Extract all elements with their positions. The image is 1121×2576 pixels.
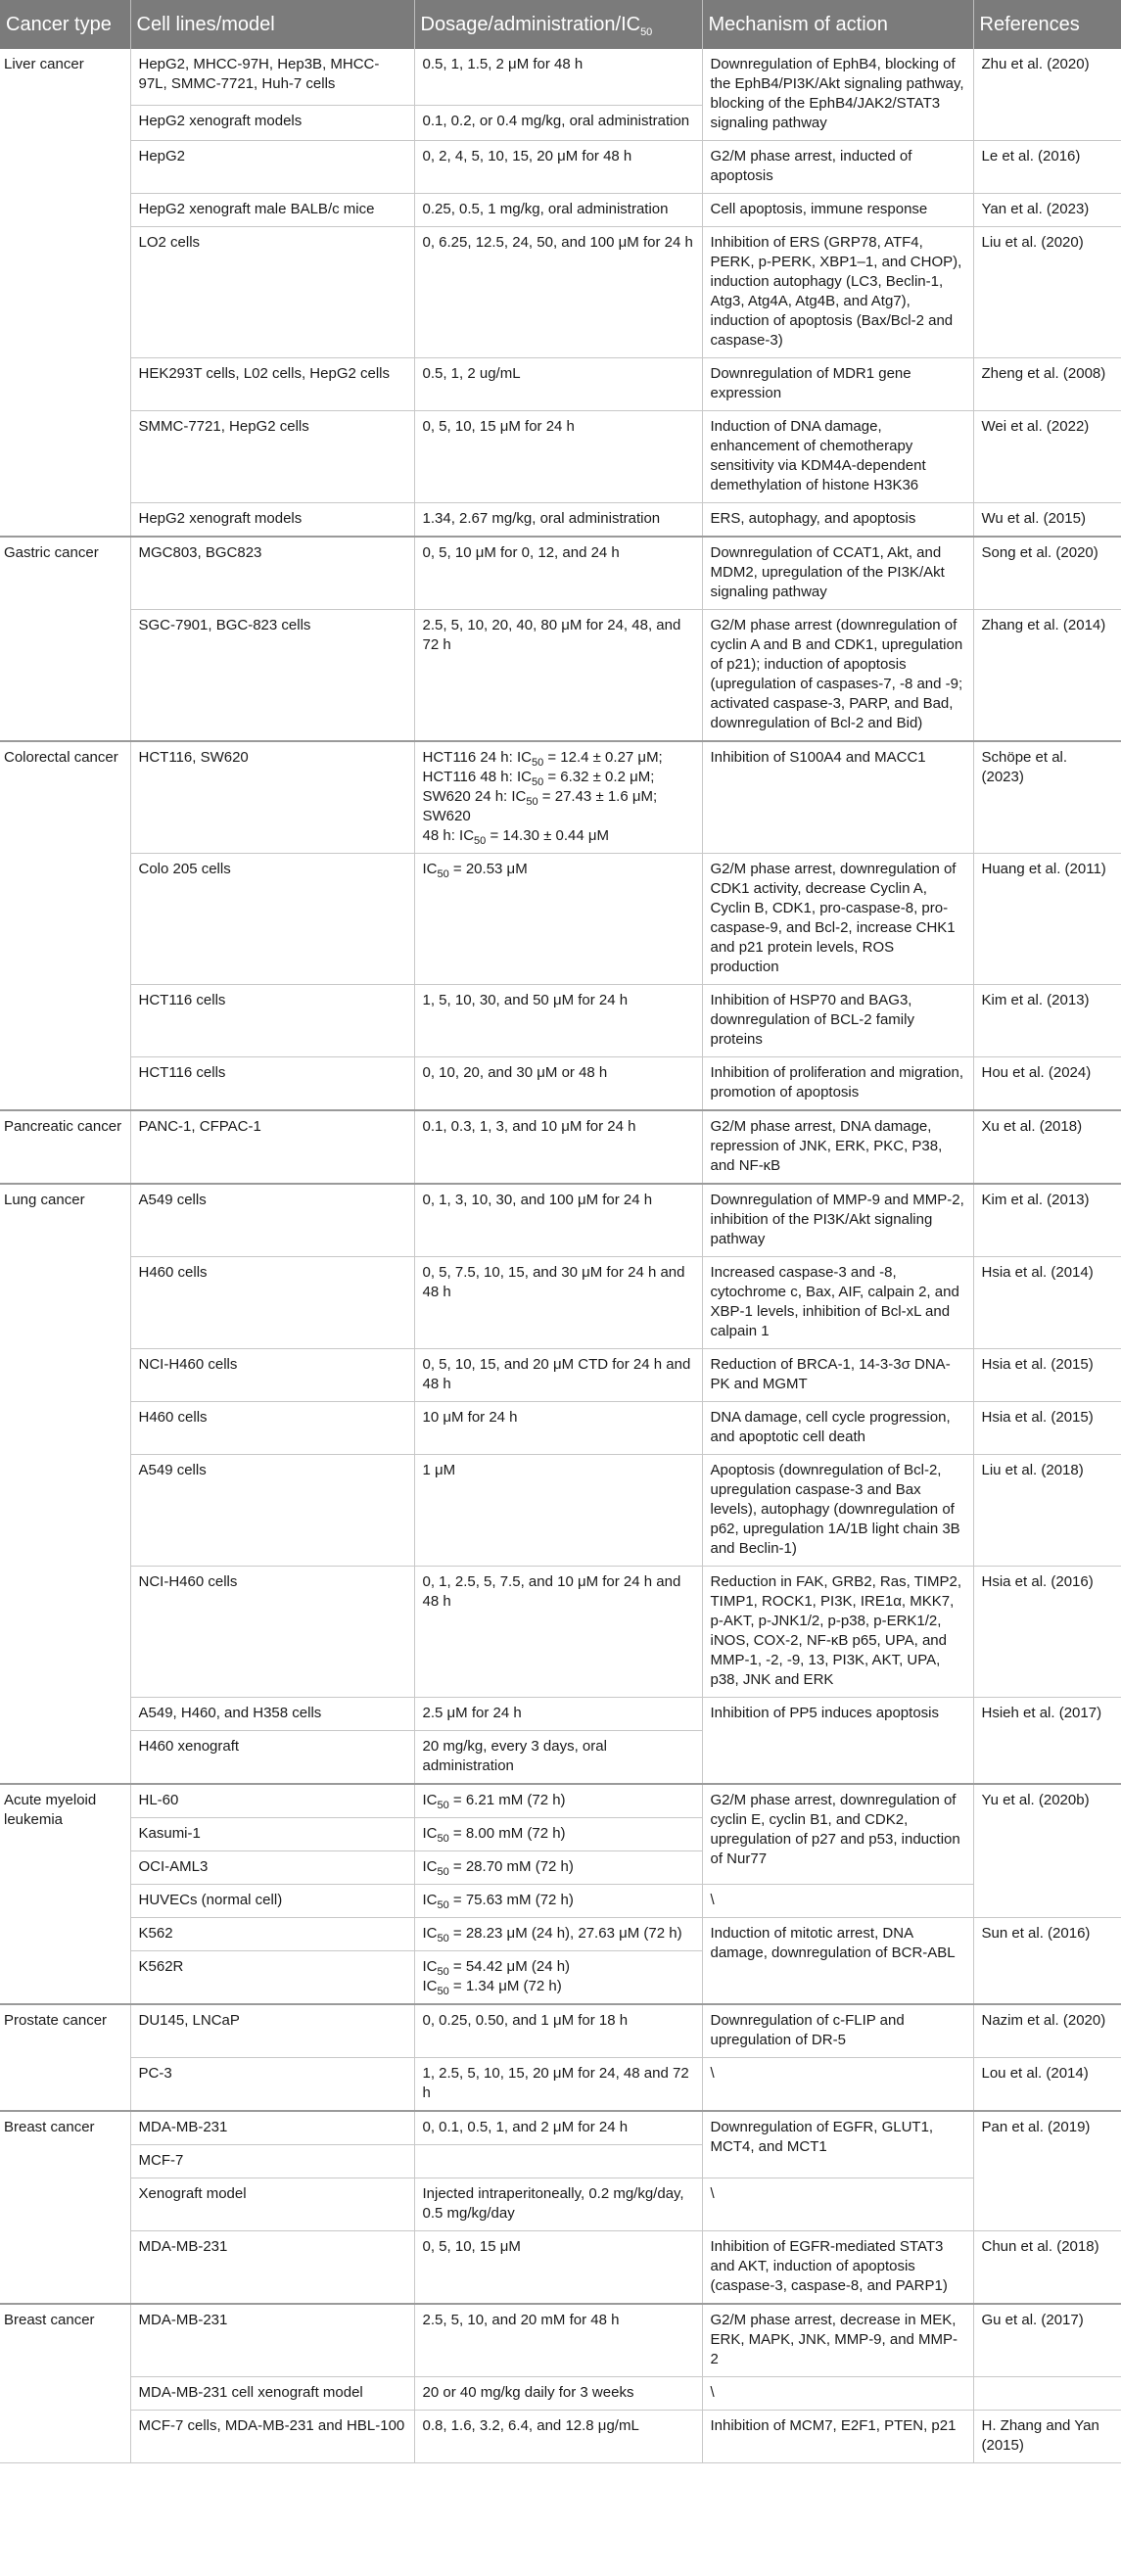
dosage-cell: 0.1, 0.2, or 0.4 mg/kg, oral administration: [414, 105, 702, 140]
mechanism-cell: DNA damage, cell cycle progression, and apoptotic cell death: [702, 1402, 973, 1455]
table-row: [0, 227, 1121, 358]
reference-cell: Wu et al. (2015): [973, 503, 1121, 538]
reference-cell: Chun et al. (2018): [973, 2231, 1121, 2305]
mechanism-cell: \: [702, 2377, 973, 2411]
dosage-line: $IC_{50} = 54.42$ μM (24 h): [422, 1958, 571, 1978]
dosage-cell: 0, 5, 10 μM for 0, 12, and 24 h: [414, 537, 702, 610]
mechanism-cell: Induction of DNA damage, enhancement of chemotherapy sensitivity via KDM4A-dependent demethylation of histone H3K36: [702, 411, 973, 503]
table-row: [0, 1567, 1121, 1698]
dosage-cell: 1, 2.5, 5, 10, 15, 20 μM for 24, 48 and 72 h: [414, 2058, 702, 2112]
cell-line-cell: Colo 205 cells: [130, 854, 414, 985]
mechanism-cell: Inhibition of PP5 induces apoptosis: [702, 1698, 973, 1785]
dosage-cell: [414, 1951, 702, 2005]
table-row: [0, 2377, 1121, 2411]
reference-cell: Yan et al. (2023): [973, 194, 1121, 227]
cell-line-cell: DU145, LNCaP: [130, 2004, 414, 2058]
cell-line-cell: K562R: [130, 1951, 414, 2005]
header-mechanism: Mechanism of action: [702, 0, 973, 49]
reference-cell: Kim et al. (2013): [973, 1184, 1121, 1257]
cell-line-cell: HepG2 xenograft models: [130, 503, 414, 538]
cell-line-cell: HepG2 xenograft models: [130, 105, 414, 140]
table-row: [0, 1110, 1121, 1184]
cancer-type-cell: Breast cancer: [0, 2111, 130, 2304]
reference-cell: Hsia et al. (2015): [973, 1402, 1121, 1455]
table-row: [0, 2411, 1121, 2463]
mechanism-cell: Downregulation of EphB4, blocking of the EphB4/PI3K/Akt signaling pathway, blocking of the EphB4/JAK2/STAT3 signaling pathway: [702, 49, 973, 141]
reference-cell: Hsia et al. (2014): [973, 1257, 1121, 1349]
dosage-line: HCT116 24 h: $IC_{50} = 12.4 \pm 0.27$ μM;: [422, 749, 663, 769]
table-row: [0, 358, 1121, 411]
table-row: [0, 1184, 1121, 1257]
table-row: [0, 741, 1121, 854]
dosage-cell: 0, 2, 4, 5, 10, 15, 20 μM for 48 h: [414, 141, 702, 194]
dosage-cell: Injected intraperitoneally, 0.2 mg/kg/day, 0.5 mg/kg/day: [414, 2178, 702, 2231]
dosage-cell: $IC_{50} = 75.63$ mM (72 h): [414, 1885, 702, 1918]
reference-cell: Xu et al. (2018): [973, 1110, 1121, 1184]
dosage-cell: 0.1, 0.3, 1, 3, and 10 μM for 24 h: [414, 1110, 702, 1184]
cell-line-cell: HepG2 xenograft male BALB/c mice: [130, 194, 414, 227]
cell-line-cell: HCT116 cells: [130, 985, 414, 1057]
dosage-cell: 0, 0.25, 0.50, and 1 μM for 18 h: [414, 2004, 702, 2058]
mechanism-cell: G2/M phase arrest, downregulation of CDK1 activity, decrease Cyclin A, Cyclin B, CDK1, pro-caspase-8, pro-caspase-9, and Bcl-2, increase CHK1 and p21 protein levels, ROS production: [702, 854, 973, 985]
dosage-cell: 1.34, 2.67 mg/kg, oral administration: [414, 503, 702, 538]
mechanism-cell: Downregulation of MDR1 gene expression: [702, 358, 973, 411]
cell-line-cell: HCT116 cells: [130, 1057, 414, 1111]
cell-line-cell: A549, H460, and H358 cells: [130, 1698, 414, 1731]
header-dosage: [414, 0, 702, 49]
cell-line-cell: LO2 cells: [130, 227, 414, 358]
mechanism-cell: Downregulation of MMP-9 and MMP-2, inhibition of the PI3K/Akt signaling pathway: [702, 1184, 973, 1257]
table-row: [0, 985, 1121, 1057]
mechanism-cell: Inhibition of HSP70 and BAG3, downregulation of BCL-2 family proteins: [702, 985, 973, 1057]
dosage-cell: 0, 6.25, 12.5, 24, 50, and 100 μM for 24 h: [414, 227, 702, 358]
cancer-type-cell: Liver cancer: [0, 49, 130, 537]
cell-line-cell: PC-3: [130, 2058, 414, 2112]
cell-line-cell: HUVECs (normal cell): [130, 1885, 414, 1918]
dosage-cell: $IC_{50} = 8.00$ mM (72 h): [414, 1818, 702, 1851]
reference-cell: Hou et al. (2024): [973, 1057, 1121, 1111]
mechanism-cell: \: [702, 2178, 973, 2231]
reference-cell: Sun et al. (2016): [973, 1918, 1121, 2005]
mechanism-cell: Downregulation of c-FLIP and upregulation of DR-5: [702, 2004, 973, 2058]
reference-cell: Nazim et al. (2020): [973, 2004, 1121, 2058]
dosage-cell: 0, 5, 7.5, 10, 15, and 30 μM for 24 h and 48 h: [414, 1257, 702, 1349]
cancer-type-cell: Prostate cancer: [0, 2004, 130, 2111]
reference-cell: Zhang et al. (2014): [973, 610, 1121, 742]
mechanism-cell: Reduction of BRCA-1, 14-3-3σ DNA-PK and MGMT: [702, 1349, 973, 1402]
table-row: [0, 411, 1121, 503]
reference-cell: Liu et al. (2020): [973, 227, 1121, 358]
reference-cell: Hsia et al. (2015): [973, 1349, 1121, 1402]
cell-line-cell: MDA-MB-231: [130, 2231, 414, 2305]
mechanism-cell: ERS, autophagy, and apoptosis: [702, 503, 973, 538]
cell-line-cell: SMMC-7721, HepG2 cells: [130, 411, 414, 503]
table-row: [0, 537, 1121, 610]
mechanism-cell: Inhibition of MCM7, E2F1, PTEN, p21: [702, 2411, 973, 2463]
cell-line-cell: A549 cells: [130, 1455, 414, 1567]
table-row: [0, 1784, 1121, 1818]
mechanism-cell: Apoptosis (downregulation of Bcl-2, upregulation caspase-3 and Bax levels), autophagy (downregulation of p62, upregulation 1A/1B light chain 3B and Beclin-1): [702, 1455, 973, 1567]
mechanism-cell: G2/M phase arrest, inducted of apoptosis: [702, 141, 973, 194]
dosage-cell: 0, 5, 10, 15, and 20 μM CTD for 24 h and 48 h: [414, 1349, 702, 1402]
reference-cell: Zhu et al. (2020): [973, 49, 1121, 141]
dosage-cell: 2.5, 5, 10, and 20 mM for 48 h: [414, 2304, 702, 2377]
cell-line-cell: Xenograft model: [130, 2178, 414, 2231]
mechanism-cell: G2/M phase arrest, decrease in MEK, ERK, MAPK, JNK, MMP-9, and MMP-2: [702, 2304, 973, 2377]
reference-cell: Gu et al. (2017): [973, 2304, 1121, 2377]
dosage-cell: 20 or 40 mg/kg daily for 3 weeks: [414, 2377, 702, 2411]
mechanism-cell: Downregulation of EGFR, GLUT1, MCT4, and MCT1: [702, 2111, 973, 2178]
table-row: [0, 1057, 1121, 1111]
dosage-cell: 0, 1, 3, 10, 30, and 100 μM for 24 h: [414, 1184, 702, 1257]
cell-line-cell: MCF-7 cells, MDA-MB-231 and HBL-100: [130, 2411, 414, 2463]
dosage-cell: 0, 5, 10, 15 μM for 24 h: [414, 411, 702, 503]
dosage-cell: 0.5, 1, 2 ug/mL: [414, 358, 702, 411]
dosage-cell: $IC_{50} = 28.70$ mM (72 h): [414, 1851, 702, 1885]
dosage-cell: 1, 5, 10, 30, and 50 μM for 24 h: [414, 985, 702, 1057]
table-row: [0, 503, 1121, 538]
reference-cell: [973, 2377, 1121, 2411]
cell-line-cell: K562: [130, 1918, 414, 1951]
cell-line-cell: MCF-7: [130, 2145, 414, 2178]
reference-cell: H. Zhang and Yan (2015): [973, 2411, 1121, 2463]
table-row: [0, 2178, 1121, 2231]
table-row: [0, 1257, 1121, 1349]
table-row: [0, 2231, 1121, 2305]
cell-line-cell: HepG2, MHCC-97H, Hep3B, MHCC-97L, SMMC-7721, Huh-7 cells: [130, 49, 414, 105]
cell-line-cell: A549 cells: [130, 1184, 414, 1257]
reference-cell: Le et al. (2016): [973, 141, 1121, 194]
header-cancer-type: Cancer type: [0, 0, 130, 49]
mechanism-cell: Inhibition of EGFR-mediated STAT3 and AKT, induction of apoptosis (caspase-3, caspase-8, and PARP1): [702, 2231, 973, 2305]
table-row: [0, 1349, 1121, 1402]
mechanism-cell: \: [702, 1885, 973, 1918]
mechanism-cell: Cell apoptosis, immune response: [702, 194, 973, 227]
cell-line-cell: HCT116, SW620: [130, 741, 414, 854]
dosage-cell: [414, 741, 702, 854]
cell-line-cell: H460 cells: [130, 1257, 414, 1349]
reference-cell: Hsieh et al. (2017): [973, 1698, 1121, 1785]
reference-cell: Liu et al. (2018): [973, 1455, 1121, 1567]
mechanism-cell: Induction of mitotic arrest, DNA damage, downregulation of BCR-ABL: [702, 1918, 973, 2005]
cancer-type-cell: Pancreatic cancer: [0, 1110, 130, 1184]
dosage-cell: $IC_{50} = 6.21$ mM (72 h): [414, 1784, 702, 1818]
header-row: [0, 0, 1121, 49]
table-row: [0, 1918, 1121, 1951]
cell-line-cell: MDA-MB-231: [130, 2304, 414, 2377]
cancer-type-cell: Colorectal cancer: [0, 741, 130, 1110]
dosage-cell: [414, 2145, 702, 2178]
table-row: [0, 141, 1121, 194]
cell-line-cell: HepG2: [130, 141, 414, 194]
mechanism-cell: G2/M phase arrest (downregulation of cyclin A and B and CDK1, upregulation of p21); induction of apoptosis (upregulation of caspases-7, -8 and -9; activated caspase-3, PARP, and Bad, downregulation of Bcl-2 and Bid): [702, 610, 973, 742]
dosage-cell: 2.5 μM for 24 h: [414, 1698, 702, 1731]
reference-cell: Huang et al. (2011): [973, 854, 1121, 985]
reference-cell: Schöpe et al. (2023): [973, 741, 1121, 854]
cell-line-cell: MDA-MB-231 cell xenograft model: [130, 2377, 414, 2411]
cell-line-cell: MDA-MB-231: [130, 2111, 414, 2145]
reference-cell: Lou et al. (2014): [973, 2058, 1121, 2112]
dosage-cell: 0.25, 0.5, 1 mg/kg, oral administration: [414, 194, 702, 227]
reference-cell: Yu et al. (2020b): [973, 1784, 1121, 1918]
mechanism-cell: Downregulation of CCAT1, Akt, and MDM2, upregulation of the PI3K/Akt signaling pathway: [702, 537, 973, 610]
dosage-cell: $IC_{50} = 28.23$ μM (24 h), 27.63 μM (72 h): [414, 1918, 702, 1951]
dosage-cell: 10 μM for 24 h: [414, 1402, 702, 1455]
reference-cell: Hsia et al. (2016): [973, 1567, 1121, 1698]
mechanism-cell: Inhibition of proliferation and migration, promotion of apoptosis: [702, 1057, 973, 1111]
table-row: [0, 49, 1121, 105]
table-body: [0, 49, 1121, 2463]
dosage-cell: 2.5, 5, 10, 20, 40, 80 μM for 24, 48, and 72 h: [414, 610, 702, 742]
dosage-cell: 0, 10, 20, and 30 μM or 48 h: [414, 1057, 702, 1111]
mechanism-cell: \: [702, 2058, 973, 2112]
cell-line-cell: OCI-AML3: [130, 1851, 414, 1885]
dosage-line: HCT116 48 h: $IC_{50} = 6.32 \pm 0.2$ μM;: [422, 769, 655, 788]
cancer-type-cell: Acute myeloid leukemia: [0, 1784, 130, 2004]
mechanism-cell: G2/M phase arrest, downregulation of cyclin E, cyclin B1, and CDK2, upregulation of p27 and p53, induction of Nur77: [702, 1784, 973, 1885]
table-row: [0, 610, 1121, 742]
table-row: [0, 854, 1121, 985]
cell-line-cell: PANC-1, CFPAC-1: [130, 1110, 414, 1184]
header-cell-lines: Cell lines/model: [130, 0, 414, 49]
reference-cell: Wei et al. (2022): [973, 411, 1121, 503]
dosage-line: SW620 24 h: $IC_{50} = 27.43 \pm 1.6$ μM; SW620: [422, 788, 658, 824]
header-dosage-text: Dosage/$administration/IC_{50}$: [420, 14, 653, 38]
cell-line-cell: HL-60: [130, 1784, 414, 1818]
mechanism-cell: Reduction in FAK, GRB2, Ras, TIMP2, TIMP1, ROCK1, PI3K, IRE1α, MKK7, p-AKT, p-JNK1/2, p-p38, p-ERK1/2, iNOS, COX-2, NF-κB p65, UPA, and MMP-1, -2, -9, 13, PI3K, AKT, UPA, p38, JNK and ERK: [702, 1567, 973, 1698]
dosage-line: 48 h: $IC_{50} = 14.30 \pm 0.44$ μM: [422, 827, 609, 847]
cell-line-cell: NCI-H460 cells: [130, 1349, 414, 1402]
cell-line-cell: H460 cells: [130, 1402, 414, 1455]
cell-line-cell: NCI-H460 cells: [130, 1567, 414, 1698]
cell-line-cell: Kasumi-1: [130, 1818, 414, 1851]
table-row: [0, 1455, 1121, 1567]
table-row: [0, 1698, 1121, 1731]
mechanism-cell: Increased caspase-3 and -8, cytochrome c, Bax, AIF, calpain 2, and XBP-1 levels, inhibition of Bcl-xL and calpain 1: [702, 1257, 973, 1349]
cancer-type-cell: Breast cancer: [0, 2304, 130, 2463]
dosage-cell: 0.8, 1.6, 3.2, 6.4, and 12.8 μg/mL: [414, 2411, 702, 2463]
dosage-cell: 0, 1, 2.5, 5, 7.5, and 10 μM for 24 h and 48 h: [414, 1567, 702, 1698]
table-row: [0, 2304, 1121, 2377]
dosage-cell: 20 mg/kg, every 3 days, oral administration: [414, 1731, 702, 1785]
cancer-type-cell: Lung cancer: [0, 1184, 130, 1784]
reference-cell: Song et al. (2020): [973, 537, 1121, 610]
dosage-cell: $IC_{50} = 20.53$ μM: [414, 854, 702, 985]
table-row: [0, 2004, 1121, 2058]
reference-cell: Pan et al. (2019): [973, 2111, 1121, 2231]
header-references: References: [973, 0, 1121, 49]
table-row: [0, 2111, 1121, 2145]
dosage-cell: 1 μM: [414, 1455, 702, 1567]
cancer-type-cell: Gastric cancer: [0, 537, 130, 741]
cell-line-cell: MGC803, BGC823: [130, 537, 414, 610]
mechanism-cell: Inhibition of S100A4 and MACC1: [702, 741, 973, 854]
dosage-cell: 0, 5, 10, 15 μM: [414, 2231, 702, 2305]
dosage-cell: 0.5, 1, 1.5, 2 μM for 48 h: [414, 49, 702, 105]
table-row: [0, 194, 1121, 227]
mechanism-cell: G2/M phase arrest, DNA damage, repression of JNK, ERK, PKC, P38, and NF-κB: [702, 1110, 973, 1184]
dosage-cell: 0, 0.1, 0.5, 1, and 2 μM for 24 h: [414, 2111, 702, 2145]
cell-line-cell: SGC-7901, BGC-823 cells: [130, 610, 414, 742]
reference-cell: Kim et al. (2013): [973, 985, 1121, 1057]
table-row: [0, 2058, 1121, 2112]
dosage-line: $IC_{50} = 1.34$ μM (72 h): [422, 1978, 562, 1997]
cell-line-cell: HEK293T cells, L02 cells, HepG2 cells: [130, 358, 414, 411]
cell-line-cell: H460 xenograft: [130, 1731, 414, 1785]
reference-cell: Zheng et al. (2008): [973, 358, 1121, 411]
table-row: [0, 1402, 1121, 1455]
mechanism-cell: Inhibition of ERS (GRP78, ATF4, PERK, p-PERK, XBP1–1, and CHOP), induction autophagy (LC3, Beclin-1, Atg3, Atg4A, Atg4B, and Atg7), induction of apoptosis (Bax/Bcl-2 and caspase-3): [702, 227, 973, 358]
table-row: [0, 1885, 1121, 1918]
